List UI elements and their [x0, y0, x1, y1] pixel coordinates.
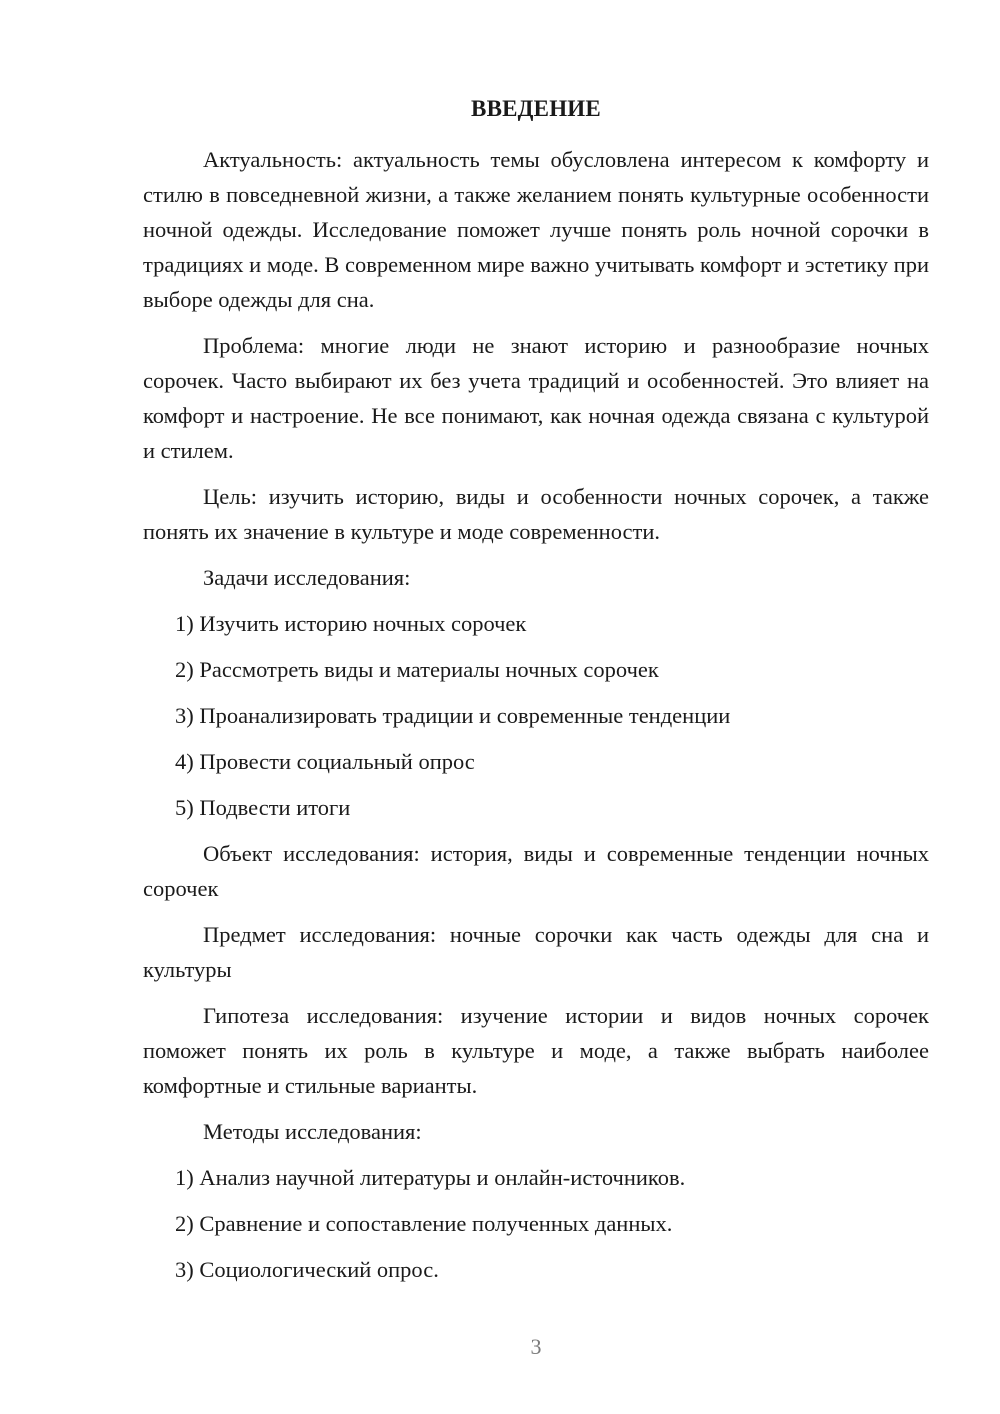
task-item-2: 2) Рассмотреть виды и материалы ночных сорочек — [175, 657, 659, 682]
method-item-2: 2) Сравнение и сопоставление полученных данных. — [175, 1211, 673, 1236]
page-title: ВВЕДЕНИЕ — [471, 96, 601, 121]
page-number: 3 — [530, 1334, 542, 1359]
hypothesis-paragraph: Гипотеза исследования: изучение истории и видов ночных сорочек поможет понять их роль в культуре и моде, а также выбрать наиболее комфортные и стильные варианты. — [143, 1003, 929, 1098]
subject-paragraph: Предмет исследования: ночные сорочки как часть одежды для сна и культуры — [143, 922, 929, 982]
task-item-3: 3) Проанализировать традиции и современные тенденции — [175, 703, 731, 728]
tasks-heading: Задачи исследования: — [203, 565, 411, 590]
document-page — [143, 0, 929, 1414]
document-body — [143, 142, 929, 1298]
task-item-1: 1) Изучить историю ночных сорочек — [175, 611, 527, 636]
methods-heading: Методы исследования: — [203, 1119, 422, 1144]
method-item-1: 1) Анализ научной литературы и онлайн-источников. — [175, 1165, 686, 1190]
object-paragraph: Объект исследования: история, виды и современные тенденции ночных сорочек — [143, 841, 929, 901]
problem-paragraph: Проблема: многие люди не знают историю и разнообразие ночных сорочек. Часто выбирают их без учета традиций и особенностей. Это влияет на комфорт и настроение. Не все понимают, как ночная одежда связана с культурой и стилем. — [143, 333, 929, 463]
relevance-paragraph: Актуальность: актуальность темы обусловлена интересом к комфорту и стилю в повседневной жизни, а также желанием понять культурные особенности ночной одежды. Исследование поможет лучше понять роль ночной сорочки в традициях и моде. В современном мире важно учитывать комфорт и эстетику при выборе одежды для сна. — [143, 147, 929, 312]
task-item-5: 5) Подвести итоги — [175, 795, 351, 820]
task-item-4: 4) Провести социальный опрос — [175, 749, 475, 774]
goal-paragraph: Цель: изучить историю, виды и особенности ночных сорочек, а также понять их значение в культуре и моде современности. — [143, 484, 929, 544]
method-item-3: 3) Социологический опрос. — [175, 1257, 439, 1282]
